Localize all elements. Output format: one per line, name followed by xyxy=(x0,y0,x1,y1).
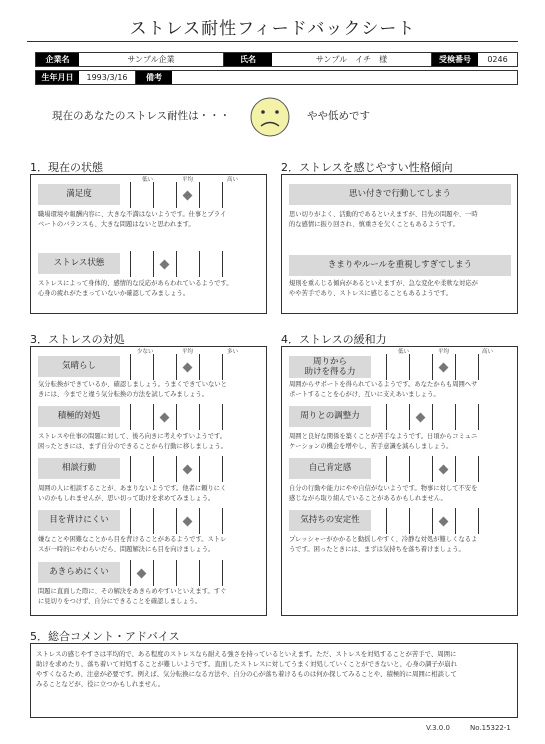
scale-tick xyxy=(199,251,200,277)
scale-tick xyxy=(432,456,433,482)
scale-tick xyxy=(199,508,200,534)
scale-tick xyxy=(130,251,131,277)
desc-getting-support: 周囲からサポートを得られているようです。あなたからも周囲へサ ポートすることを心がけ、互いに支えあいましょう。 xyxy=(289,381,478,398)
scale-tick xyxy=(130,560,131,586)
scale-low: 低い xyxy=(142,177,154,183)
scale-tick xyxy=(176,251,177,277)
scale-high-2: 高い xyxy=(482,349,494,355)
scale-tick xyxy=(153,456,154,482)
desc-consulting: 周囲の人に相談することが、あまりないようです。他者に頼りにく いのかもしれませんが、思い切って助けを求めてみましょう。 xyxy=(38,485,227,502)
label-not-avoiding: 目を背けにくい xyxy=(38,510,120,531)
scale-low-2: 低い xyxy=(398,349,410,355)
scale-tick xyxy=(130,182,131,208)
scale-tick xyxy=(222,354,223,380)
scale-tick xyxy=(478,508,479,534)
scale-tick xyxy=(176,354,177,380)
scale-tick xyxy=(478,404,479,430)
company-value: サンプル企業 xyxy=(79,53,224,66)
section-3-title: 3．ストレスの対処 xyxy=(30,333,125,346)
scale-tick xyxy=(130,404,131,430)
scale-tick xyxy=(386,508,387,534)
desc-distraction: 気分転換ができているか、確認しましょう。うまくできていないと きには、今までと違う気分転換の方法を試してみましょう。 xyxy=(38,381,227,398)
scale-tick xyxy=(153,182,154,208)
name-value: サンプル イチ 様 xyxy=(272,53,432,66)
desc-active-coping: ストレスや仕事の問題に対して、後ろ向きに考えやすいようです。 困ったときには、まず自分のできることから行動に移しましょう。 xyxy=(38,433,227,450)
scale-tick xyxy=(176,560,177,586)
section-1-title: 1．現在の状態 xyxy=(30,161,103,174)
desc-impulsive: 思い切りがよく、活動的であるといえますが、目先の問題や、一時 的な感情に振り回され、慎重さを欠くこともあるようです。 xyxy=(289,211,478,228)
document-number: No.15322-1 xyxy=(470,724,511,732)
scale-tick xyxy=(130,508,131,534)
desc-coordination: 周囲と良好な関係を築くことが苦手なようです。日頃からコミュニ ケーションの機会を増やし、苦手意識を減らしましょう。 xyxy=(289,433,478,450)
scale-tick xyxy=(199,182,200,208)
id-label: 受検番号 xyxy=(432,53,478,66)
scale-tick xyxy=(153,560,154,586)
label-consulting: 相談行動 xyxy=(38,458,120,479)
label-rule-oriented: きまりやルールを重視しすぎてしまう xyxy=(289,255,511,276)
desc-emotional-stability: プレッシャーがかかると動揺しやすく、冷静な対処が難しくなるよ うです。困ったときには、まずは気持ちを落ち着けましょう。 xyxy=(289,536,478,553)
label-impulsive: 思い付きで行動してしまう xyxy=(289,184,511,205)
scale-tick xyxy=(386,456,387,482)
scale-tick xyxy=(222,560,223,586)
label-satisfaction: 満足度 xyxy=(38,184,120,205)
result-level: やや低めです xyxy=(307,110,370,122)
result-prefix: 現在のあなたのストレス耐性は・・・ xyxy=(52,110,231,122)
scale-tick xyxy=(409,508,410,534)
desc-satisfaction: 職場環境や報酬内容に、大きな不満はないようです。仕事とプライ ベートのバランスも、大きな問題はないと思われます。 xyxy=(38,211,227,228)
section-2-title: 2．ストレスを感じやすい性格傾向 xyxy=(281,161,453,174)
scale-tick xyxy=(222,456,223,482)
name-label: 氏名 xyxy=(224,53,272,66)
label-emotional-stability: 気持ちの安定性 xyxy=(289,510,371,531)
desc-rule-oriented: 規則を重んじる傾向があるといえますが、急な変化や柔軟な対応が やや苦手であり、ストレスに感じることもあるようです。 xyxy=(289,280,478,297)
scale-tick xyxy=(455,354,456,380)
scale-tick xyxy=(130,354,131,380)
scale-tick xyxy=(153,404,154,430)
scale-tick xyxy=(455,508,456,534)
label-getting-support: 周りから 助けを得る力 xyxy=(289,356,371,378)
scale-tick xyxy=(176,456,177,482)
id-value: 0246 xyxy=(487,55,508,64)
overall-comment: ストレスの感じやすさは平均的で、ある程度のストレスなら耐える強さを持っているといえます。ただ、ストレスを対処することが苦手で、周囲に 助けを求めたり、落ち着いて対処することが難しいようです。直面したストレスに対してうまく対処していくことができないと、心身の調子が崩れ やすくなるため、注意が必要です。例えば、気分転換になる方法や、自分の心が落ち着けるものは何か探してみることや、積極的に周囲に相談して みることなどが、役に立つかもしれません。 xyxy=(36,650,458,688)
scale-tick xyxy=(455,404,456,430)
scale-high: 高い xyxy=(227,177,239,183)
scale-many: 多い xyxy=(227,349,239,355)
scale-tick xyxy=(199,404,200,430)
scale-avg-3: 平均 xyxy=(438,349,450,355)
label-self-esteem: 自己肯定感 xyxy=(289,458,371,479)
sheet-title: ストレス耐性フィードバックシート xyxy=(129,19,416,39)
scale-tick xyxy=(199,354,200,380)
scale-tick xyxy=(153,508,154,534)
scale-tick xyxy=(130,456,131,482)
scale-tick xyxy=(176,182,177,208)
birth-label: 生年月日 xyxy=(36,71,79,84)
scale-tick xyxy=(222,508,223,534)
sad-face-icon xyxy=(249,96,291,138)
scale-tick xyxy=(432,354,433,380)
scale-avg-2: 平均 xyxy=(182,349,194,355)
scale-tick xyxy=(409,354,410,380)
label-active-coping: 積極的対処 xyxy=(38,406,120,427)
label-stress-state: ストレス状態 xyxy=(38,253,120,274)
scale-tick xyxy=(176,508,177,534)
scale-tick xyxy=(176,404,177,430)
label-distraction: 気晴らし xyxy=(38,356,120,377)
info-row-2 xyxy=(35,70,518,85)
version-text: V.3.0.0 xyxy=(426,724,450,732)
scale-tick xyxy=(478,456,479,482)
scale-tick xyxy=(432,508,433,534)
desc-self-esteem: 自分の行動や能力にやや自信がないようです。物事に対して不安を 感じながら取り組んでいることがあるかもしれません。 xyxy=(289,485,478,502)
scale-tick xyxy=(222,251,223,277)
desc-stress-state: ストレスによって身体的、感情的な反応があらわれているようです。 心身の疲れがたまっていないか確認してみましょう。 xyxy=(38,280,233,297)
scale-tick xyxy=(222,182,223,208)
scale-tick xyxy=(153,354,154,380)
scale-avg: 平均 xyxy=(182,177,194,183)
title-rule xyxy=(27,41,518,42)
scale-tick xyxy=(455,456,456,482)
section-4-title: 4．ストレスの緩和力 xyxy=(281,333,387,346)
desc-not-avoiding: 嫌なことや困難なことから目を背けることがあるようです。ストレ スが一時的にやわらいだら、問題解決にも目を向けましょう。 xyxy=(38,536,227,553)
birth-value: 1993/3/16 xyxy=(79,71,136,84)
scale-tick xyxy=(386,354,387,380)
scale-tick xyxy=(153,251,154,277)
note-value xyxy=(172,71,517,84)
company-label: 企業名 xyxy=(36,53,79,66)
scale-tick xyxy=(199,456,200,482)
scale-few: 少ない xyxy=(137,349,154,355)
note-label: 備考 xyxy=(136,71,172,84)
scale-tick xyxy=(409,456,410,482)
section-5-title: 5．総合コメント・アドバイス xyxy=(30,630,180,643)
info-row-1 xyxy=(35,52,518,67)
scale-tick xyxy=(432,404,433,430)
label-not-giving-up: あきらめにくい xyxy=(38,562,120,583)
label-coordination: 周りとの調整力 xyxy=(289,406,371,427)
scale-tick xyxy=(199,560,200,586)
scale-tick xyxy=(222,404,223,430)
scale-tick xyxy=(386,404,387,430)
scale-tick xyxy=(409,404,410,430)
desc-not-giving-up: 問題に直面した際に、その解決をあきらめやすいといえます。すぐ に見切りをつけず、自分にできることを確認しましょう。 xyxy=(38,588,227,605)
scale-tick xyxy=(478,354,479,380)
